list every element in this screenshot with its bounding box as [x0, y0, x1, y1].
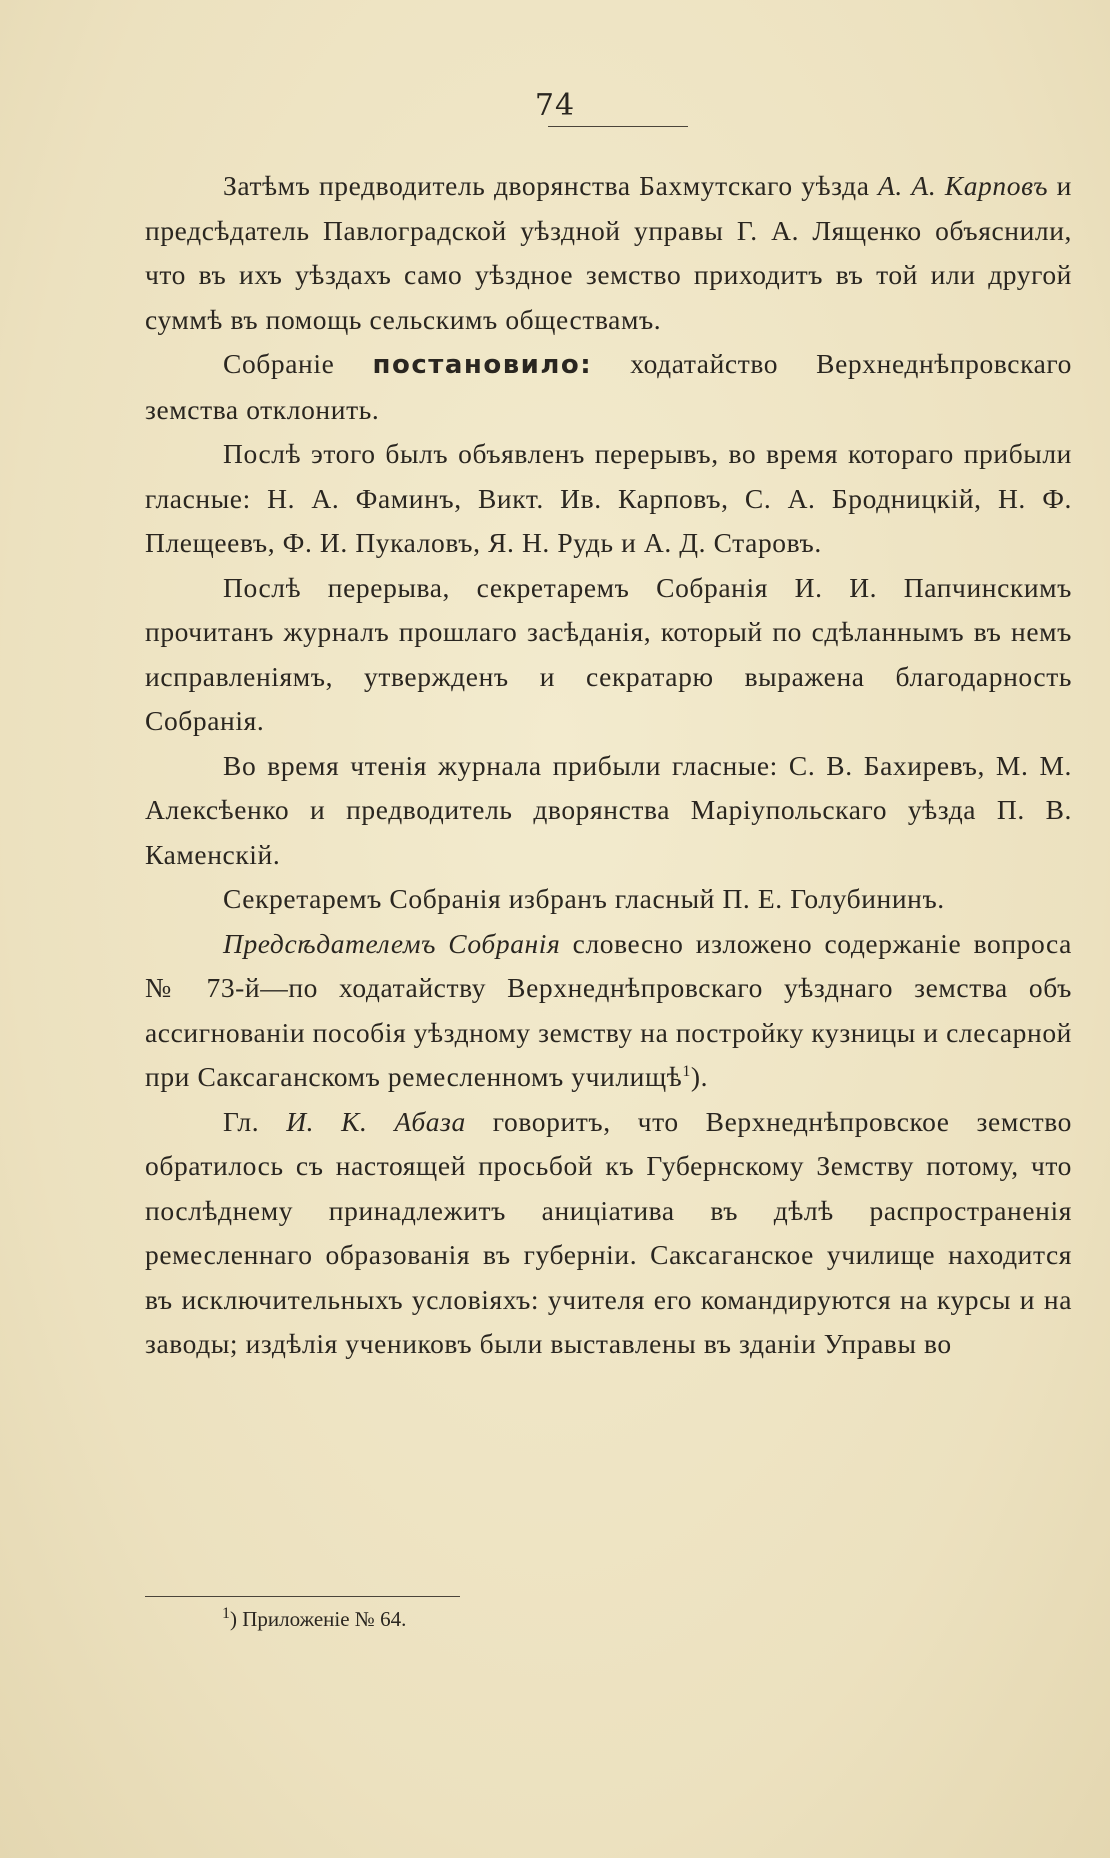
- chairman-emphasis: Предсѣдателемъ Собранія: [223, 927, 561, 959]
- footnote-text: ) Приложеніе № 64.: [230, 1607, 407, 1631]
- footnote: [222, 1604, 406, 1634]
- page-number-rule: [548, 126, 688, 127]
- paragraph-4: Послѣ перерыва, секретаремъ Собранія И. И. Папчинскимъ прочитанъ журналъ прошлаго засѣданія, который по сдѣланнымъ въ немъ исправленіямъ, утвержденъ и секратарю выражена благодарность Собранія.: [145, 571, 1072, 736]
- paragraph-2: [145, 342, 1072, 432]
- paragraph-3: Послѣ этого былъ объявленъ перерывъ, во время котораго прибыли гласные: Н. А. Фаминъ, Викт. Ив. Карповъ, С. А. Бродницкій, Н. Ф. Плещеевъ, Ф. И. Пукаловъ, Я. Н. Рудь и А. Д. Старовъ.: [145, 438, 1072, 558]
- person-name-karpov: А. А. Карповъ: [878, 170, 1049, 201]
- footnote-rule: [145, 1596, 460, 1597]
- paragraph-7-text-c: ).: [690, 1061, 709, 1092]
- paragraph-8-text-a: Гл.: [223, 1105, 287, 1137]
- resolution-keyword: постановило:: [372, 350, 593, 380]
- paragraph-1-text-b: и предсѣдатель Павлоградской уѣздной управы Г. А. Лященко объяснили, что въ ихъ уѣздахъ само уѣздное земство приходитъ въ той или другой суммѣ въ помощь сельскимъ обществамъ.: [145, 170, 1072, 335]
- paragraph-7: [145, 922, 1072, 1100]
- footnote-mark: 1: [222, 1605, 230, 1622]
- page-number: 74: [534, 88, 576, 123]
- paragraph-8-text-b: говоритъ, что Верхнеднѣпровское земство обратилось съ настоящей просьбой къ Губернскому Земству потому, что послѣднему принадлежитъ аниціатива въ дѣлѣ распространенія ремесленнаго образованія въ губерніи. Саксаганское училище находится въ исключительныхъ условіяхъ: учителя его командируются на курсы и на заводы; издѣлія учениковъ были выставлены въ зданіи Управы во: [145, 1105, 1072, 1359]
- paragraph-7-text-b: словесно изложено содержаніе вопроса № 73-й—по ходатайству Верхнеднѣпровскаго уѣзднаго земства объ ассигнованіи пособія уѣздному земству на постройку кузницы и слесарной при Саксаганскомъ ремесленномъ училищѣ: [145, 927, 1072, 1092]
- footnote-reference[interactable]: 1: [682, 1062, 691, 1080]
- paragraph-5: Во время чтенія журнала прибыли гласные: С. В. Бахиревъ, М. М. Алексѣенко и предводитель дворянства Маріупольскаго уѣзда П. В. Каменскій.: [145, 749, 1072, 870]
- person-name-abaza: И. К. Абаза: [286, 1105, 466, 1137]
- paragraph-1-text-a: Затѣмъ предводитель дворянства Бахмутскаго уѣзда: [223, 170, 879, 201]
- paragraph-2-text-a: Собраніе: [223, 348, 373, 379]
- paragraph-6: Секретаремъ Собранія избранъ гласный П. Е. Голубининъ.: [223, 883, 945, 914]
- paragraph-1: [145, 164, 1072, 342]
- paragraph-8: [145, 1100, 1072, 1367]
- paragraph-2-text-b: ходатайство Верхнеднѣпровскаго земства отклонить.: [145, 348, 1072, 425]
- body-text: [145, 164, 1072, 1367]
